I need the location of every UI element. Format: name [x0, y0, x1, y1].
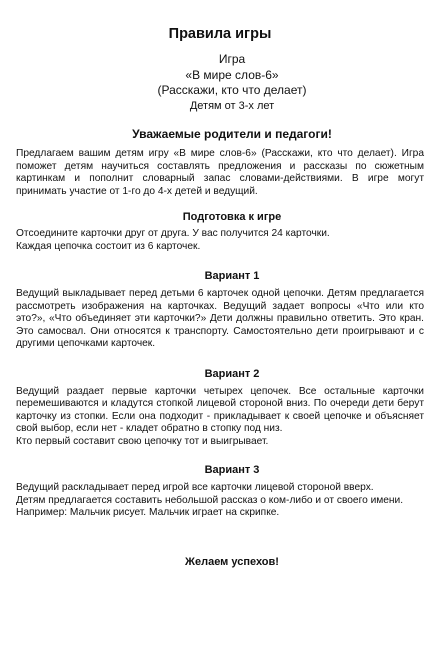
- preparation-section: [16, 228, 424, 253]
- intro-paragraph: Предлагаем вашим детям игру «В мире слов-6» (Расскажи, кто что делает). Игра поможет детям научиться составлять предложения и рассказы по сюжетным картинкам и пополнит словарный запас словами-действиями. В игре могут принимать участие от 1-го до 4-х детей и ведущий.: [16, 148, 424, 197]
- variant3-line: Например: Мальчик рисует. Мальчик играет на скрипке.: [16, 507, 280, 518]
- closing-wish: Желаем успехов!: [185, 555, 279, 568]
- preparation-line: Каждая цепочка состоит из 6 карточек.: [16, 240, 201, 252]
- game-age: Детям от 3-х лет: [189, 99, 275, 112]
- preparation-line: Отсоедините карточки друг от друга. У вас получится 24 карточки.: [16, 228, 330, 239]
- game-info: [40, 52, 424, 114]
- variant1-text: Ведущий выкладывает перед детьми 6 карточек одной цепочки. Детям предлагается рассмотреть изображения на карточках. Ведущий задает вопросы «Что или кто это?», «Что объединяет эти карточки?» Дети должны правильно ответить. Это кран. Это самосвал. Они относятся к транспорту. Самостоятельно дети проигрывают и с другими цепочками карточек.: [16, 288, 424, 349]
- variant2-text: Ведущий раздает первые карточки четырех цепочек. Все остальные карточки перемешиваются и кладутся стопкой лицевой стороной вниз. По очереди дети берут карточку из стопки. Если она подходит - прикладывает к своей цепочке и объясняет свой выбор, если нет - кладет обратно в стопку под низ.: [16, 385, 424, 434]
- variant3-line: Ведущий раскладывает перед игрой все карточки лицевой стороной вверх.: [16, 482, 374, 493]
- variant3-line: Детям предлагается составить небольшой рассказ о ком-либо и от своего имени.: [16, 494, 404, 506]
- variant2-heading: Вариант 2: [204, 367, 260, 380]
- game-name: «В мире слов-6»: [185, 67, 279, 82]
- page-title: Правила игры: [168, 26, 272, 42]
- variant1-heading: Вариант 1: [204, 270, 260, 282]
- variant3-section: [16, 482, 424, 520]
- variant2-last-line: Кто первый составит свою цепочку тот и выигрывает.: [16, 435, 269, 447]
- game-subtitle: (Расскажи, кто что делает): [157, 83, 307, 97]
- preparation-heading: Подготовка к игре: [182, 211, 282, 223]
- greeting-heading: Уважаемые родители и педагоги!: [132, 127, 332, 141]
- variant3-heading: Вариант 3: [204, 464, 260, 476]
- game-label: Игра: [218, 52, 246, 66]
